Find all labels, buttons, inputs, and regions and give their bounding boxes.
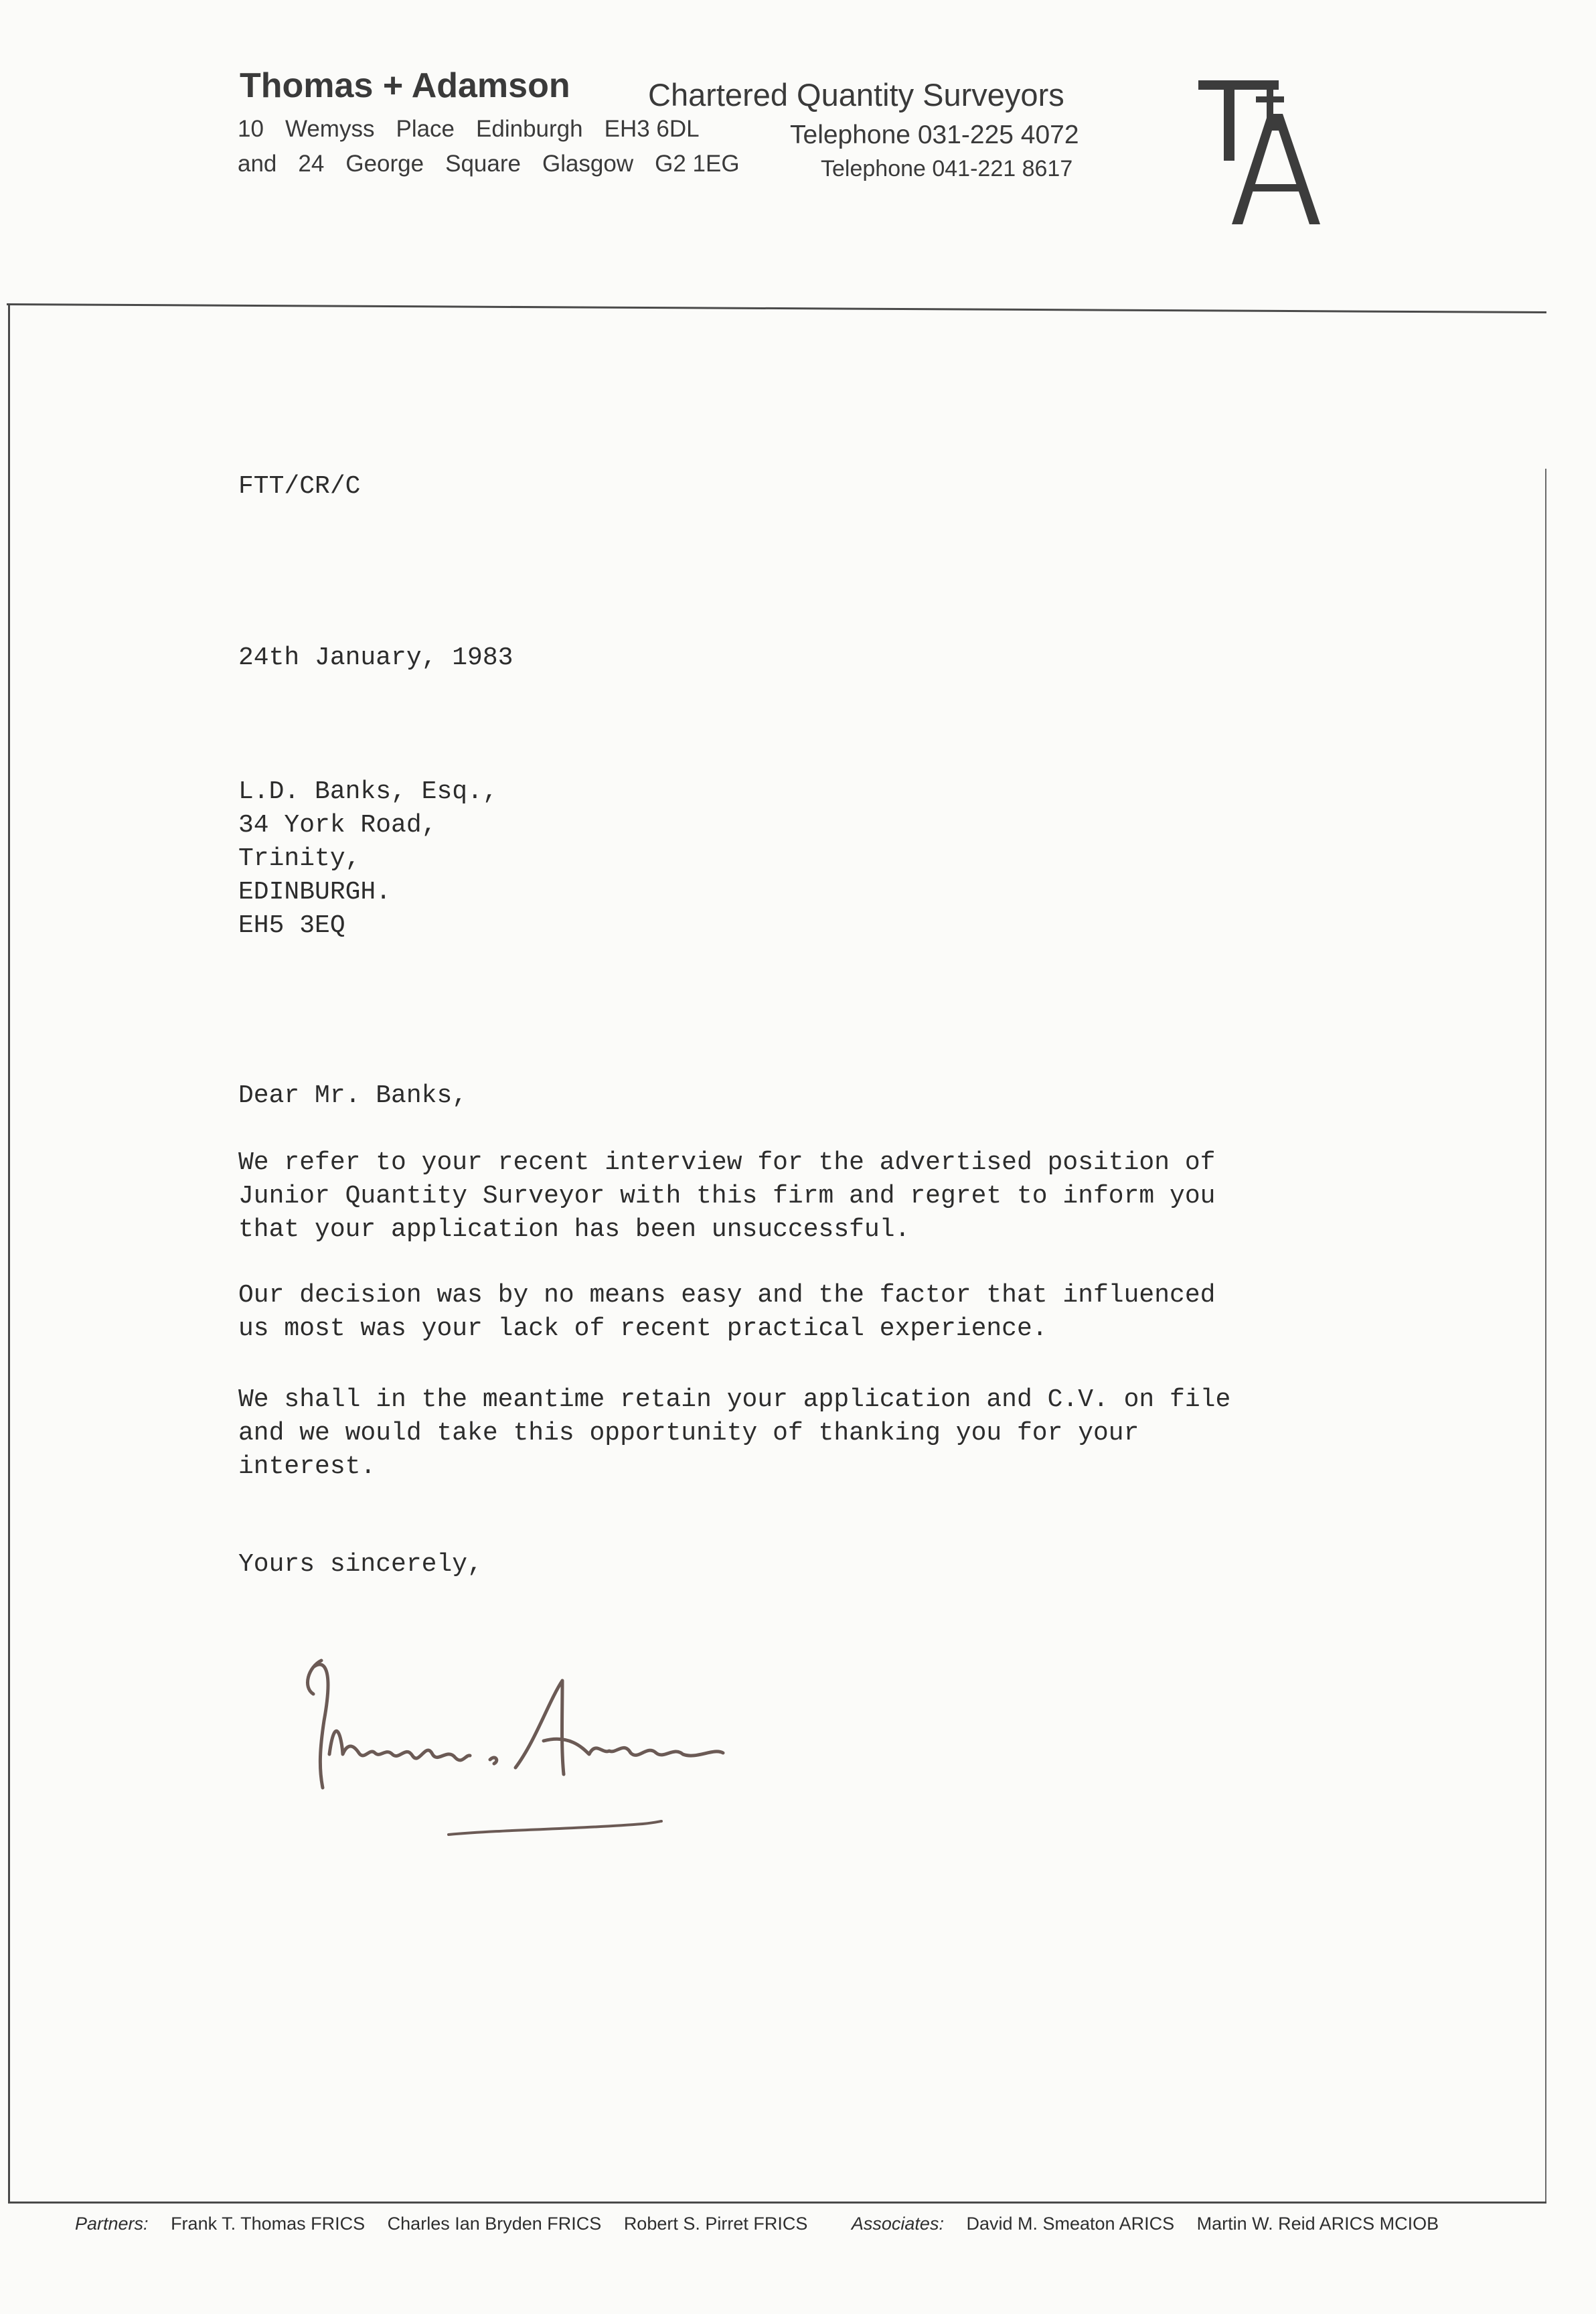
associate-name: Martin W. Reid ARICS MCIOB [1196, 2214, 1439, 2234]
frame-border-top [7, 303, 1546, 313]
associates-label: Associates: [851, 2214, 944, 2234]
paragraph [238, 1279, 1215, 1346]
address-part: G2 1EG [655, 151, 740, 177]
handwritten-signature [295, 1640, 844, 1881]
paragraph-line: We refer to your recent interview for the advertised position of [238, 1148, 1216, 1177]
paragraph-line: Junior Quantity Surveyor with this firm and regret to inform you [238, 1182, 1216, 1211]
recipient-line: EH5 3EQ [238, 911, 345, 940]
telephone-edinburgh: Telephone 031-225 4072 [790, 121, 1079, 149]
address-part: Edinburgh [476, 116, 583, 142]
recipient-line: EDINBURGH. [238, 878, 392, 907]
paragraph-line: interest. [238, 1452, 376, 1481]
closing: Yours sincerely, [238, 1550, 483, 1579]
address-part: and [238, 151, 277, 177]
footer [75, 2214, 1439, 2234]
letter-date: 24th January, 1983 [238, 643, 513, 672]
address-part: EH3 6DL [604, 116, 700, 142]
ta-logo-icon [1192, 67, 1366, 234]
paragraph-line: We shall in the meantime retain your application and C.V. on file [238, 1385, 1231, 1414]
paragraph-line: us most was your lack of recent practical experience. [238, 1314, 1048, 1343]
recipient-line: Trinity, [238, 844, 361, 873]
partner-name: Charles Ian Bryden FRICS [387, 2214, 602, 2234]
paragraph-line: Our decision was by no means easy and the factor that influenced [238, 1281, 1216, 1310]
recipient-line: 34 York Road, [238, 811, 437, 840]
firm-description: Chartered Quantity Surveyors [648, 77, 1064, 112]
partners-label: Partners: [75, 2214, 149, 2234]
salutation: Dear Mr. Banks, [238, 1081, 468, 1110]
recipient-address [238, 775, 498, 943]
recipient-line: L.D. Banks, Esq., [238, 777, 498, 806]
paragraph-line: and we would take this opportunity of thanking you for your [238, 1419, 1139, 1448]
address-edinburgh [238, 116, 721, 143]
paragraph-line: that your application has been unsuccessful. [238, 1215, 910, 1244]
telephone-glasgow: Telephone 041-221 8617 [821, 156, 1073, 181]
address-part: Place [396, 116, 455, 142]
paragraph [238, 1383, 1230, 1484]
address-glasgow [238, 151, 761, 177]
frame-border-left [8, 305, 10, 2203]
address-part: Square [445, 151, 521, 177]
frame-border-right [1545, 469, 1546, 2203]
address-part: Glasgow [542, 151, 634, 177]
address-part: 10 [238, 116, 264, 142]
address-part: 24 [298, 151, 325, 177]
partner-name: Robert S. Pirret FRICS [623, 2214, 808, 2234]
reference: FTT/CR/C [238, 472, 361, 501]
firm-name: Thomas + Adamson [240, 66, 570, 105]
frame-border-bottom [8, 2202, 1546, 2204]
associate-name: David M. Smeaton ARICS [966, 2214, 1175, 2234]
address-part: Wemyss [285, 116, 375, 142]
partner-name: Frank T. Thomas FRICS [171, 2214, 366, 2234]
paragraph [238, 1146, 1215, 1247]
address-part: George [345, 151, 424, 177]
